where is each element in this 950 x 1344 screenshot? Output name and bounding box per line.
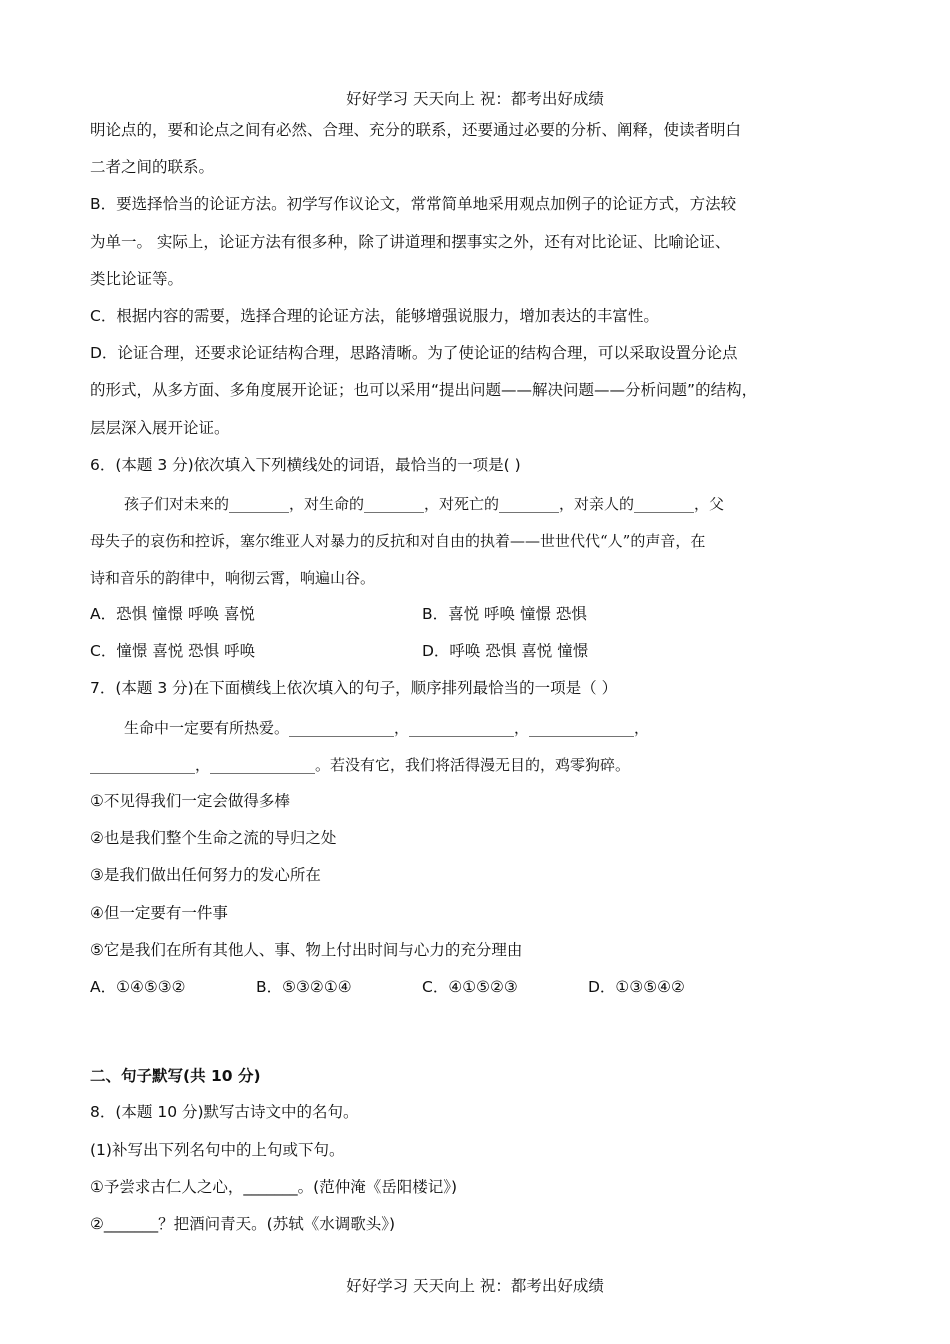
question-7-option-b: B．⑤③②①④	[256, 978, 352, 996]
question-7-item: ⑤它是我们在所有其他人、事、物上付出时间与心力的充分理由	[90, 941, 523, 959]
paragraph-line: 明论点的，要和论点之间有必然、合理、充分的联系，还要通过必要的分析、阐释，使读者明白	[90, 121, 742, 139]
paragraph-line: 二者之间的联系。	[90, 158, 215, 176]
question-7-passage: ______________，______________。若没有它，我们将活得漫无目的，鸡零狗碎。	[90, 756, 631, 774]
question-6-passage: 孩子们对未来的________，对生命的________，对死亡的________，对亲人的________，父	[124, 495, 725, 513]
question-6-passage: 母失子的哀伤和控诉，塞尔维亚人对暴力的反抗和对自由的执着——世世代代“人”的声音，在	[90, 532, 706, 550]
question-7-item: ①不见得我们一定会做得多棒	[90, 792, 290, 810]
paragraph-line: 类比论证等。	[90, 270, 184, 288]
question-8-item: ①予尝求古仁人之心，_______。(范仲淹《岳阳楼记》)	[90, 1178, 457, 1196]
question-7-item: ②也是我们整个生命之流的导归之处	[90, 829, 337, 847]
question-6-option-c: C．憧憬 喜悦 恐惧 呼唤	[90, 642, 256, 660]
paragraph-line: D．论证合理，还要求论证结构合理，思路清晰。为了使论证的结构合理，可以采取设置分论点	[90, 344, 738, 362]
question-7-item: ③是我们做出任何努力的发心所在	[90, 866, 321, 884]
question-6-passage: 诗和音乐的韵律中，响彻云霄，响遍山谷。	[90, 569, 376, 587]
question-7-stem: 7．(本题 3 分)在下面横线上依次填入的句子，顺序排列最恰当的一项是（ ）	[90, 679, 618, 697]
question-7-item: ④但一定要有一件事	[90, 904, 228, 922]
question-6-option-d: D．呼唤 恐惧 喜悦 憧憬	[422, 642, 589, 660]
question-6-stem: 6．(本题 3 分)依次填入下列横线处的词语，最恰当的一项是( )	[90, 456, 521, 474]
paragraph-line: 层层深入展开论证。	[90, 419, 230, 437]
question-8-subheading: (1)补写出下列名句中的上句或下句。	[90, 1141, 345, 1159]
question-7-option-c: C．④①⑤②③	[422, 978, 518, 996]
page-footer: 好好学习 天天向上 祝：都考出好成绩	[346, 1277, 604, 1295]
page-header: 好好学习 天天向上 祝：都考出好成绩	[346, 90, 604, 108]
question-7-option-a: A．①④⑤③②	[90, 978, 186, 996]
question-8-item: ②_______？把酒问青天。(苏轼《水调歌头》)	[90, 1215, 395, 1233]
paragraph-line: 的形式，从多方面、多角度展开论证；也可以采用“提出问题——解决问题——分析问题”的结构，	[90, 381, 758, 399]
question-8-stem: 8．(本题 10 分)默写古诗文中的名句。	[90, 1103, 359, 1121]
question-7-passage: 生命中一定要有所热爱。______________，______________，______________，	[124, 719, 650, 737]
paragraph-line: B．要选择恰当的论证方法。初学写作议论文，常常简单地采用观点加例子的论证方式，方法较	[90, 195, 737, 213]
question-7-option-d: D．①③⑤④②	[588, 978, 685, 996]
section-2-title: 二、句子默写(共 10 分)	[90, 1067, 261, 1085]
paragraph-line: 为单一。 实际上，论证方法有很多种，除了讲道理和摆事实之外，还有对比论证、比喻论证、	[90, 233, 731, 251]
question-6-option-a: A．恐惧 憧憬 呼唤 喜悦	[90, 605, 255, 623]
paragraph-line: C．根据内容的需要，选择合理的论证方法，能够增强说服力，增加表达的丰富性。	[90, 307, 659, 325]
question-6-option-b: B．喜悦 呼唤 憧憬 恐惧	[422, 605, 587, 623]
